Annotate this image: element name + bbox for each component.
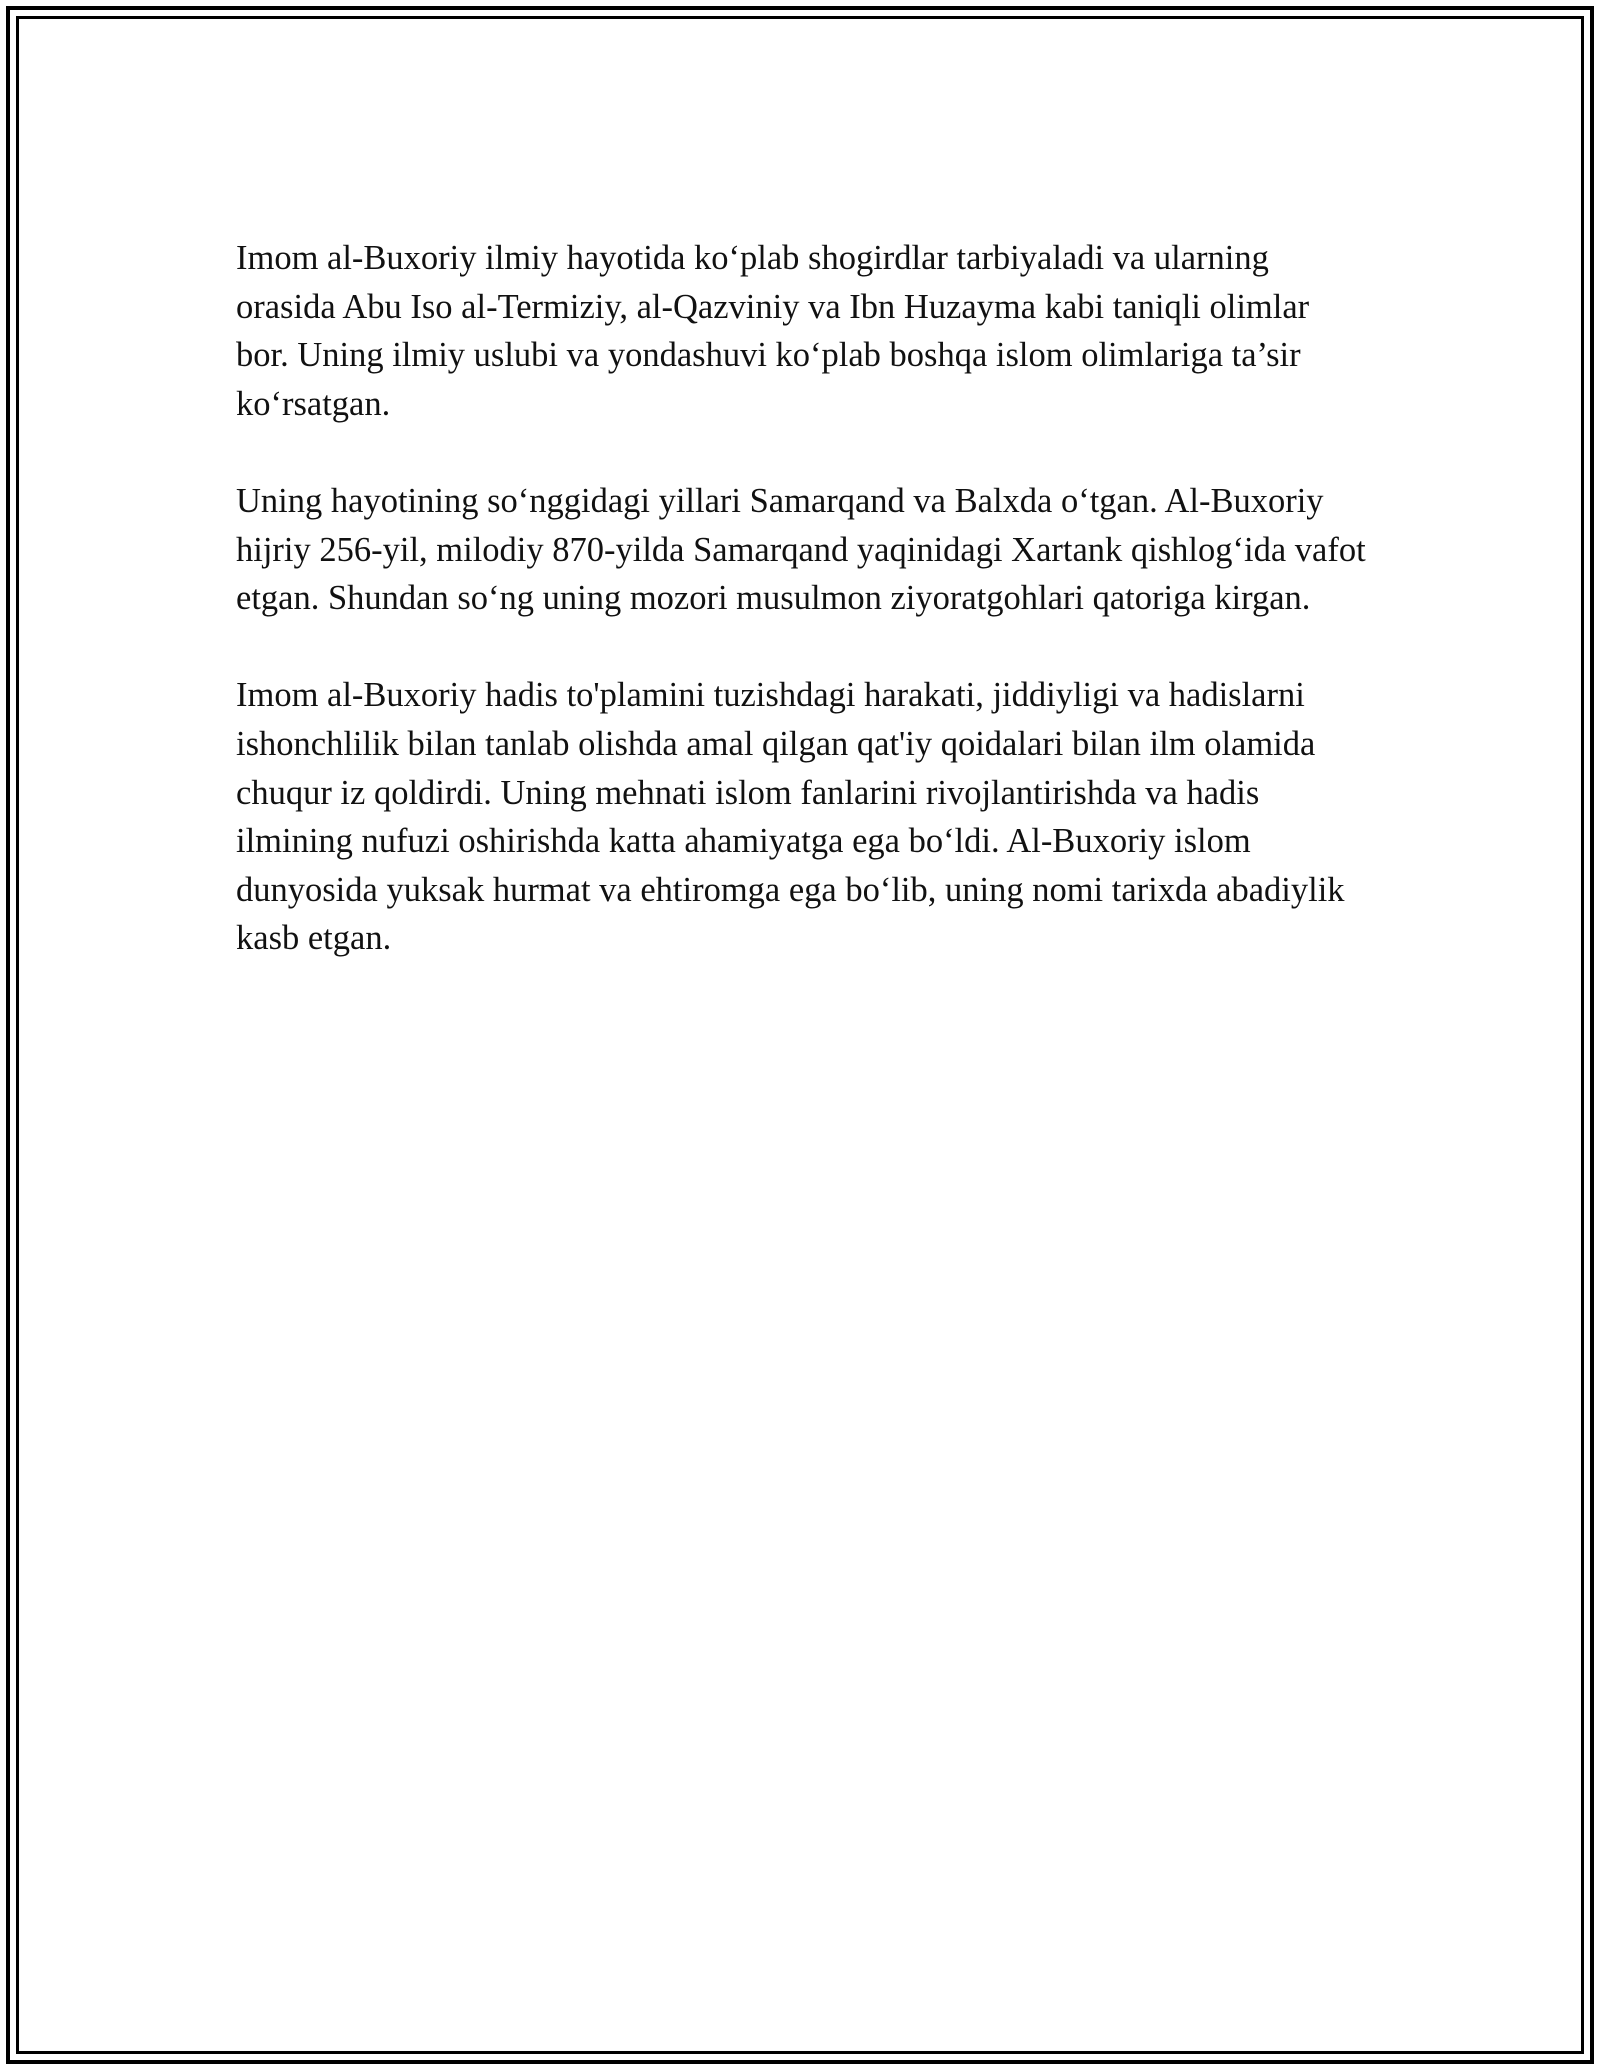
paragraph-legacy: Imom al-Buxoriy hadis to'plamini tuzishdagi harakati, jiddiyligi va hadislarni ishonchlilik bilan tanlab olishda amal qilgan qat'iy qoidalari bilan ilm olamida chuqur iz qoldirdi. Uning mehnati islom fanlarini rivojlantirishda va hadis ilmining nufuzi oshirishda katta ahamiyatga ega bo‘ldi. Al-Buxoriy islom dunyosida yuksak hurmat va ehtiromga ega bo‘lib, uning nomi tarixda abadiylik kasb etgan. [236,676,1345,958]
document-body [236,234,1366,963]
paragraph-final-years: Uning hayotining so‘nggidagi yillari Samarqand va Balxda o‘tgan. Al-Buxoriy hijriy 256-yil, milodiy 870-yilda Samarqand yaqinidagi Xartank qishlog‘ida vafot etgan. Shundan so‘ng uning mozori musulmon ziyoratgohlari qatoriga kirgan. [236,481,1366,618]
paragraph-students: Imom al-Buxoriy ilmiy hayotida ko‘plab shogirdlar tarbiyaladi va ularning orasida Abu Iso al-Termiziy, al-Qazviniy va Ibn Huzayma kabi taniqli olimlar bor. Uning ilmiy uslubi va yondashuvi ko‘plab boshqa islom olimlariga ta’sir ko‘rsatgan. [236,239,1310,423]
